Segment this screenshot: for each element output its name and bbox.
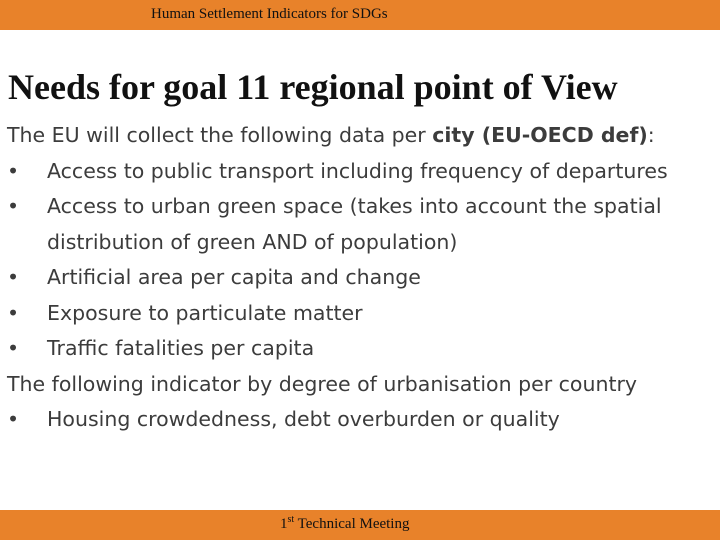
intro-bold: city (EU-OECD def) [432, 123, 648, 147]
footer-superscript: st [287, 514, 295, 525]
bullet-dot: • [7, 158, 20, 183]
intro-paragraph [7, 118, 713, 154]
slide-content [7, 118, 713, 438]
list-item-text: Access to public transport including frequency of departures [47, 158, 668, 183]
intro-text: The EU will collect the following data per [7, 123, 433, 147]
list-item-text: Traffic fatalities per capita [47, 336, 315, 360]
bullet-dot: • [7, 336, 20, 360]
list-item-text: Exposure to particulate matter [47, 300, 363, 325]
bullet-dot: • [7, 407, 20, 431]
footer-label [280, 516, 409, 533]
list-item-text: Housing crowdedness, debt overburden or quality [47, 407, 560, 431]
list-item [7, 402, 713, 438]
list-item [7, 154, 713, 190]
list-item-text: Access to urban green space (takes into account the spatial distribution of green AND of population) [47, 194, 662, 254]
list-item [7, 260, 713, 296]
list-item-text: Artificial area per capita and change [47, 265, 421, 289]
intro-suffix: : [647, 123, 655, 147]
footer-number: 1 [280, 516, 288, 532]
slide-title: Needs for goal 11 regional point of View [8, 67, 618, 107]
list-item [7, 296, 713, 332]
bullet-dot: • [7, 194, 20, 218]
bullet-dot: • [7, 265, 20, 289]
list-item [7, 189, 713, 260]
header-title: Human Settlement Indicators for SDGs [151, 6, 388, 22]
second-intro-paragraph: The following indicator by degree of urbanisation per country [7, 371, 638, 396]
footer-text: Technical Meeting [294, 516, 410, 532]
bullet-dot: • [7, 300, 20, 325]
list-item [7, 331, 713, 367]
